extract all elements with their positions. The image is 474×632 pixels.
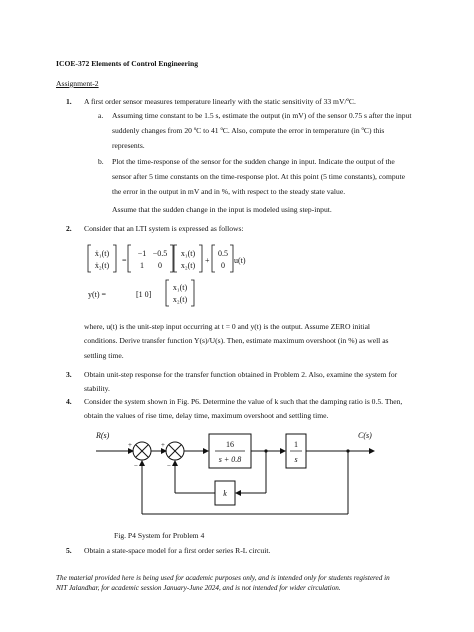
problem-1-number: 1.	[66, 97, 72, 106]
problem-1b-line: Plot the time-response of the sensor for the sudden change in input. Indicate the output of the	[112, 157, 395, 166]
x1-state: x₁(t)	[180, 249, 196, 258]
assignment-heading: Assignment-2	[56, 79, 99, 88]
feedback-gain-label: k	[223, 489, 227, 498]
lhs-x1-dot: ẋ₁(t)	[94, 249, 110, 258]
problem-4-number: 4.	[66, 397, 72, 406]
sum1-plus: +	[128, 441, 132, 449]
block2-numerator: 1	[294, 440, 298, 449]
output-lhs: y(t) =	[88, 290, 107, 299]
figure-caption: Fig. P4 System for Problem 4	[114, 531, 205, 540]
block-diagram	[90, 424, 414, 522]
x2-state: x₂(t)	[180, 261, 196, 270]
plus-sign: +	[205, 256, 210, 265]
sum2-plus: +	[161, 441, 165, 449]
state-space-equations	[84, 240, 264, 312]
problem-2-line: where, u(t) is the unit-step input occurring at t = 0 and y(t) is the output. Assume ZERO initial	[84, 322, 371, 331]
input-label: R(s)	[96, 431, 110, 440]
C-matrix: [1 0]	[136, 290, 152, 299]
problem-2-number: 2.	[66, 224, 72, 233]
footer-notice-line: NIT Jalandhar, for academic session January-June 2024, and is not intended for wider circulation.	[56, 584, 341, 592]
problem-1b-line: sensor after 5 time constants on the time-response plot. At this point (5 time constants), compute	[112, 172, 405, 181]
problem-2-text: Consider that an LTI system is expressed as follows:	[84, 224, 244, 233]
sum1-minus: −	[134, 462, 138, 470]
block1-numerator: 16	[226, 440, 234, 449]
problem-5-number: 5.	[66, 546, 72, 555]
problem-1a-line: suddenly changes from 20 ºC to 41 ºC. Also, compute the error in temperature (in ºC) this	[112, 126, 385, 135]
B-2: 0	[221, 261, 225, 270]
footer-notice-line: The material provided here is being used for academic purposes only, and is intended only for students registered in	[56, 574, 390, 582]
A-21: 1	[140, 261, 144, 270]
problem-3-number: 3.	[66, 370, 72, 379]
B-1: 0.5	[218, 249, 228, 258]
problem-1a-line: represents.	[112, 141, 145, 150]
problem-5-text: Obtain a state-space model for a first order series R-L circuit.	[84, 546, 271, 555]
problem-2-line: settling time.	[84, 351, 124, 360]
sum2-minus: −	[167, 462, 171, 470]
block1-denominator: s + 0.8	[218, 455, 242, 464]
course-title: ICOE-372 Elements of Control Engineering	[56, 59, 199, 68]
problem-3-line: stability.	[84, 384, 110, 393]
x2-out: x₂(t)	[172, 295, 188, 304]
problem-4-line: obtain the values of rise time, delay time, maximum overshoot and settling time.	[84, 411, 329, 420]
lhs-x2-dot: ẋ₂(t)	[94, 261, 110, 270]
problem-4-line: Consider the system shown in Fig. P6. Determine the value of k such that the damping ratio is 0.5. Then,	[84, 397, 403, 406]
problem-2-line: conditions. Derive transfer function Y(s)/U(s). Then, estimate maximum overshoot (in %) as well as	[84, 336, 389, 345]
A-12: −0.5	[152, 249, 168, 258]
equals-sign: =	[122, 256, 127, 265]
block2-denominator: s	[294, 455, 298, 464]
problem-1a-line: Assuming time constant to be 1.5 s, estimate the output (in mV) of the sensor 0.75 s after the input	[112, 111, 412, 120]
problem-1-note: Assume that the sudden change in the input is modeled using step-input.	[112, 205, 332, 214]
problem-1b-label: b.	[98, 157, 104, 166]
problem-3-line: Obtain unit-step response for the transfer function obtained in Problem 2. Also, examine the system for	[84, 370, 398, 379]
problem-1b-line: the error in the output in mV and in %, with respect to the steady state value.	[112, 187, 346, 196]
problem-1a-label: a.	[98, 111, 104, 120]
input-u: u(t)	[234, 256, 246, 265]
A-11: −1	[137, 249, 147, 258]
A-22: 0	[158, 261, 162, 270]
output-label: C(s)	[358, 431, 372, 440]
problem-1-text: A first order sensor measures temperature linearly with the static sensitivity of 33 mV/ºC.	[84, 97, 356, 106]
x1-out: x₁(t)	[172, 283, 188, 292]
